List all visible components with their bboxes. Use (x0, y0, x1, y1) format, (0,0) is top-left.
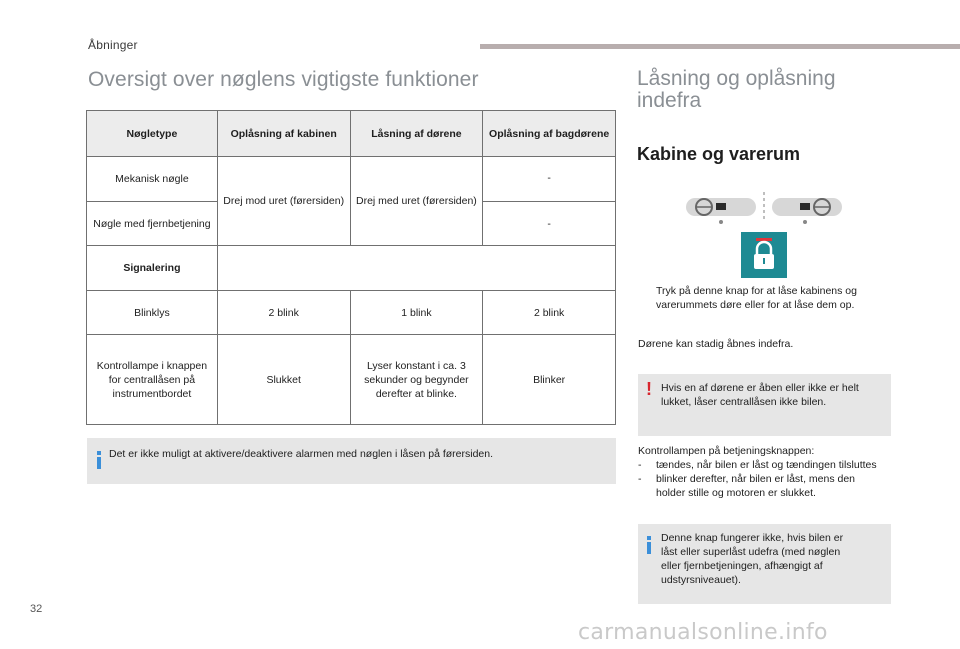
page-number: 32 (30, 603, 43, 615)
title-line: Låsning og oplåsning (637, 67, 836, 90)
cell-blink-unlock: 2 blink (217, 291, 350, 335)
watermark: carmanualsonline.info (578, 620, 828, 645)
info-icon (647, 536, 651, 554)
list-text: holder stille og motoren er slukket. (656, 487, 816, 499)
info-icon (97, 451, 101, 469)
cell-signal-label: Signalering (87, 246, 218, 291)
cell-empty (217, 246, 615, 291)
warning-box (638, 374, 891, 436)
text-line: Denne knap fungerer ikke, hvis bilen er (661, 532, 844, 544)
table-row (87, 157, 616, 202)
table-row (87, 335, 616, 425)
text-line: Hvis en af dørene er åben eller ikke er helt (661, 382, 859, 394)
cell-dash: - (483, 202, 616, 246)
list-dash: - (638, 473, 642, 485)
section-label: Åbninger (88, 38, 138, 52)
cell-lamp-unlock: Slukket (217, 335, 350, 425)
list-text: blinker derefter, når bilen er låst, mens den (656, 473, 856, 485)
right-page-title (637, 68, 836, 112)
table-row (87, 291, 616, 335)
cell-blink-lock: 1 blink (350, 291, 483, 335)
alarm-info-box (87, 438, 616, 484)
table-row (87, 246, 616, 291)
lock-button-icon (741, 232, 787, 278)
bullet-text (656, 284, 896, 312)
cell-lamp-label: Kontrollampe i knappen for centrallåsen på instrumentbordet (87, 335, 218, 425)
header-unlock-rear: Oplåsning af bagdørene (483, 111, 616, 157)
dashboard-illustration (684, 190, 844, 280)
lamp-section (638, 444, 898, 500)
cell-lamp-rear: Blinker (483, 335, 616, 425)
text-line: lukket, låser centrallåsen ikke bilen. (661, 396, 827, 408)
section-subtitle: Kabine og varerum (637, 144, 801, 164)
alarm-info-text: Det er ikke muligt at aktivere/deaktivere alarmen med nøglen i låsen på førersiden. (109, 448, 494, 460)
button-info-box (638, 524, 891, 604)
text-line: udstyrsniveauet). (661, 574, 741, 586)
cell-unlock-cabin: Drej mod uret (førersiden) (217, 157, 350, 246)
text-line: varerummets døre eller for at låse dem op. (656, 299, 855, 311)
header-key-type: Nøgletype (87, 111, 218, 157)
title-line: indefra (637, 89, 702, 112)
text-line: låst eller superlåst udefra (med nøglen (661, 546, 841, 558)
cell-blink-rear: 2 blink (483, 291, 616, 335)
text-line: eller fjernbetjeningen, afhængigt af (661, 560, 823, 572)
doors-open-text: Dørene kan stadig åbnes indefra. (638, 338, 794, 350)
table-header-row (87, 111, 616, 157)
list-item (638, 472, 898, 500)
header-lock-doors: Låsning af dørene (350, 111, 483, 157)
warning-icon: ! (646, 379, 652, 399)
warning-text (661, 381, 886, 409)
list-text: tændes, når bilen er låst og tændingen tilsluttes (656, 459, 877, 471)
cell-lock-doors: Drej med uret (førersiden) (350, 157, 483, 246)
cell-blink-label: Blinklys (87, 291, 218, 335)
text-line: Tryk på denne knap for at låse kabinens og (656, 285, 857, 297)
header-bar (480, 44, 960, 49)
left-page-title: Oversigt over nøglens vigtigste funktioner (88, 68, 479, 91)
header-unlock-cabin: Oplåsning af kabinen (217, 111, 350, 157)
list-item (638, 458, 898, 472)
button-info-text (661, 531, 886, 587)
key-functions-table (86, 110, 616, 425)
lamp-intro: Kontrollampen på betjeningsknappen: (638, 445, 815, 457)
cell-mechanical-key: Mekanisk nøgle (87, 157, 218, 202)
list-dash: - (638, 459, 642, 471)
cell-remote-key: Nøgle med fjernbetjening (87, 202, 218, 246)
cell-dash: - (483, 157, 616, 202)
cell-lamp-lock: Lyser konstant i ca. 3 sekunder og begynder derefter at blinke. (350, 335, 483, 425)
